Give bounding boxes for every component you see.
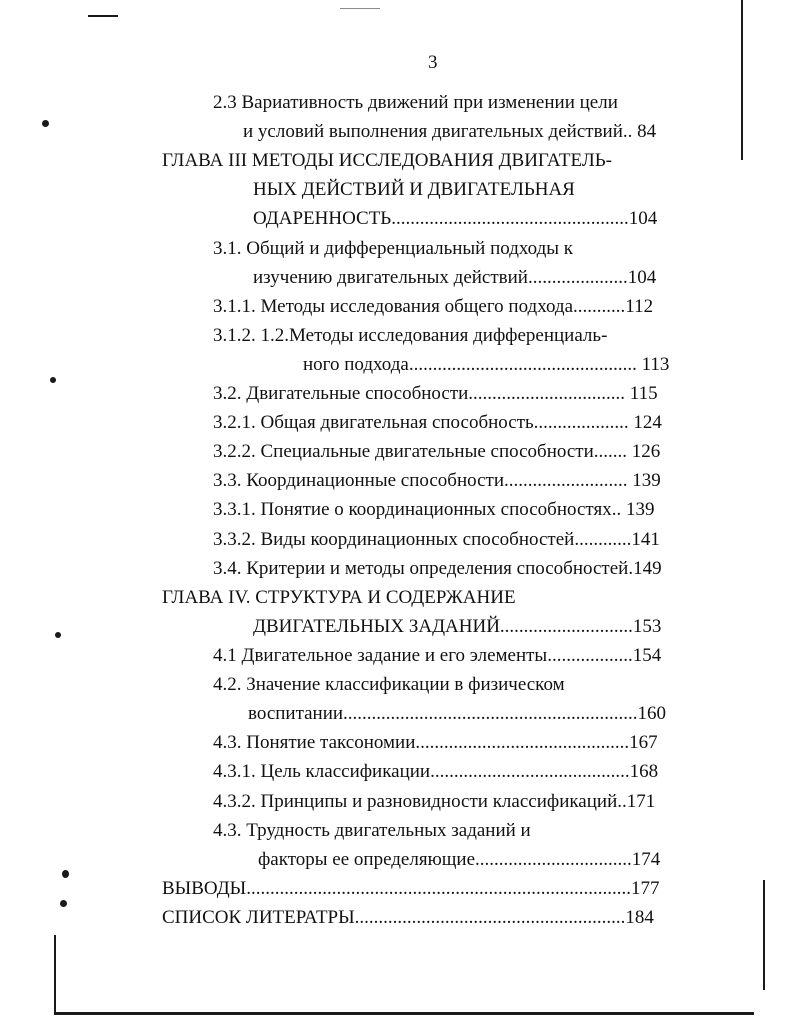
- toc-conclusions: ВЫВОДЫ.................................................................................177: [162, 878, 660, 899]
- toc-line: факторы ее определяющие.................................174: [258, 849, 661, 870]
- scan-dot-5: [60, 900, 67, 907]
- scan-dot-4: [62, 870, 69, 878]
- toc-line: 3.1.1. Методы исследования общего подхода...........112: [213, 296, 654, 317]
- toc-line: и условий выполнения двигательных действий.. 84: [243, 121, 657, 142]
- scan-dot-2: [50, 377, 56, 383]
- scan-edge-left: [54, 935, 56, 1015]
- toc-bibliography: СПИСОК ЛИТЕРАТРЫ.........................................................184: [162, 907, 654, 928]
- toc-line: 3.3. Координационные способности.......................... 139: [213, 470, 661, 491]
- toc-line: ного подхода................................................ 113: [303, 354, 670, 375]
- scan-dot-1: [42, 120, 49, 127]
- toc-line: 4.3. Трудность двигательных заданий и: [213, 820, 531, 841]
- toc-line: 4.1 Двигательное задание и его элементы..................154: [213, 645, 662, 666]
- scan-mark-top: [340, 8, 380, 9]
- toc-chapter-heading: ГЛАВА IV. СТРУКТУРА И СОДЕРЖАНИЕ: [162, 587, 516, 608]
- toc-chapter-heading: ОДАРЕННОСТЬ..................................................104: [253, 208, 658, 229]
- toc-line: воспитании..............................................................160: [248, 703, 667, 724]
- toc-line: 3.1. Общий и дифференциальный подходы к: [213, 238, 574, 259]
- toc-line: 4.3. Понятие таксономии.............................................167: [213, 732, 658, 753]
- scan-edge-right: [741, 0, 743, 160]
- scan-edge-bottom: [54, 1012, 754, 1015]
- toc-line: 3.3.2. Виды координационных способностей............141: [213, 529, 660, 550]
- toc-line: 2.3 Вариативность движений при изменении цели: [213, 92, 618, 113]
- page-number: 3: [428, 52, 438, 73]
- toc-line: 4.3.1. Цель классификации..........................................168: [213, 761, 659, 782]
- toc-line: 3.3.1. Понятие о координационных способностях.. 139: [213, 499, 655, 520]
- toc-chapter-heading: НЫХ ДЕЙСТВИЙ И ДВИГАТЕЛЬНАЯ: [253, 179, 575, 200]
- toc-line: 3.1.2. 1.2.Методы исследования дифференциаль-: [213, 325, 608, 346]
- toc-line: изучению двигательных действий.....................104: [253, 267, 657, 288]
- toc-chapter-heading: ГЛАВА III МЕТОДЫ ИССЛЕДОВАНИЯ ДВИГАТЕЛЬ-: [162, 150, 612, 171]
- scan-dot-3: [55, 632, 61, 638]
- toc-line: 3.2. Двигательные способности................................. 115: [213, 383, 658, 404]
- toc-line: 3.4. Критерии и методы определения способностей.149: [213, 558, 662, 579]
- scan-edge-right-lower: [763, 880, 765, 990]
- toc-line: 3.2.2. Специальные двигательные способности....... 126: [213, 441, 661, 462]
- toc-line: 4.3.2. Принципы и разновидности классификаций..171: [213, 791, 656, 812]
- scan-mark-top-left: [88, 15, 118, 17]
- toc-chapter-heading: ДВИГАТЕЛЬНЫХ ЗАДАНИЙ............................153: [253, 616, 662, 637]
- toc-line: 4.2. Значение классификации в физическом: [213, 674, 565, 695]
- toc-line: 3.2.1. Общая двигательная способность.................... 124: [213, 412, 662, 433]
